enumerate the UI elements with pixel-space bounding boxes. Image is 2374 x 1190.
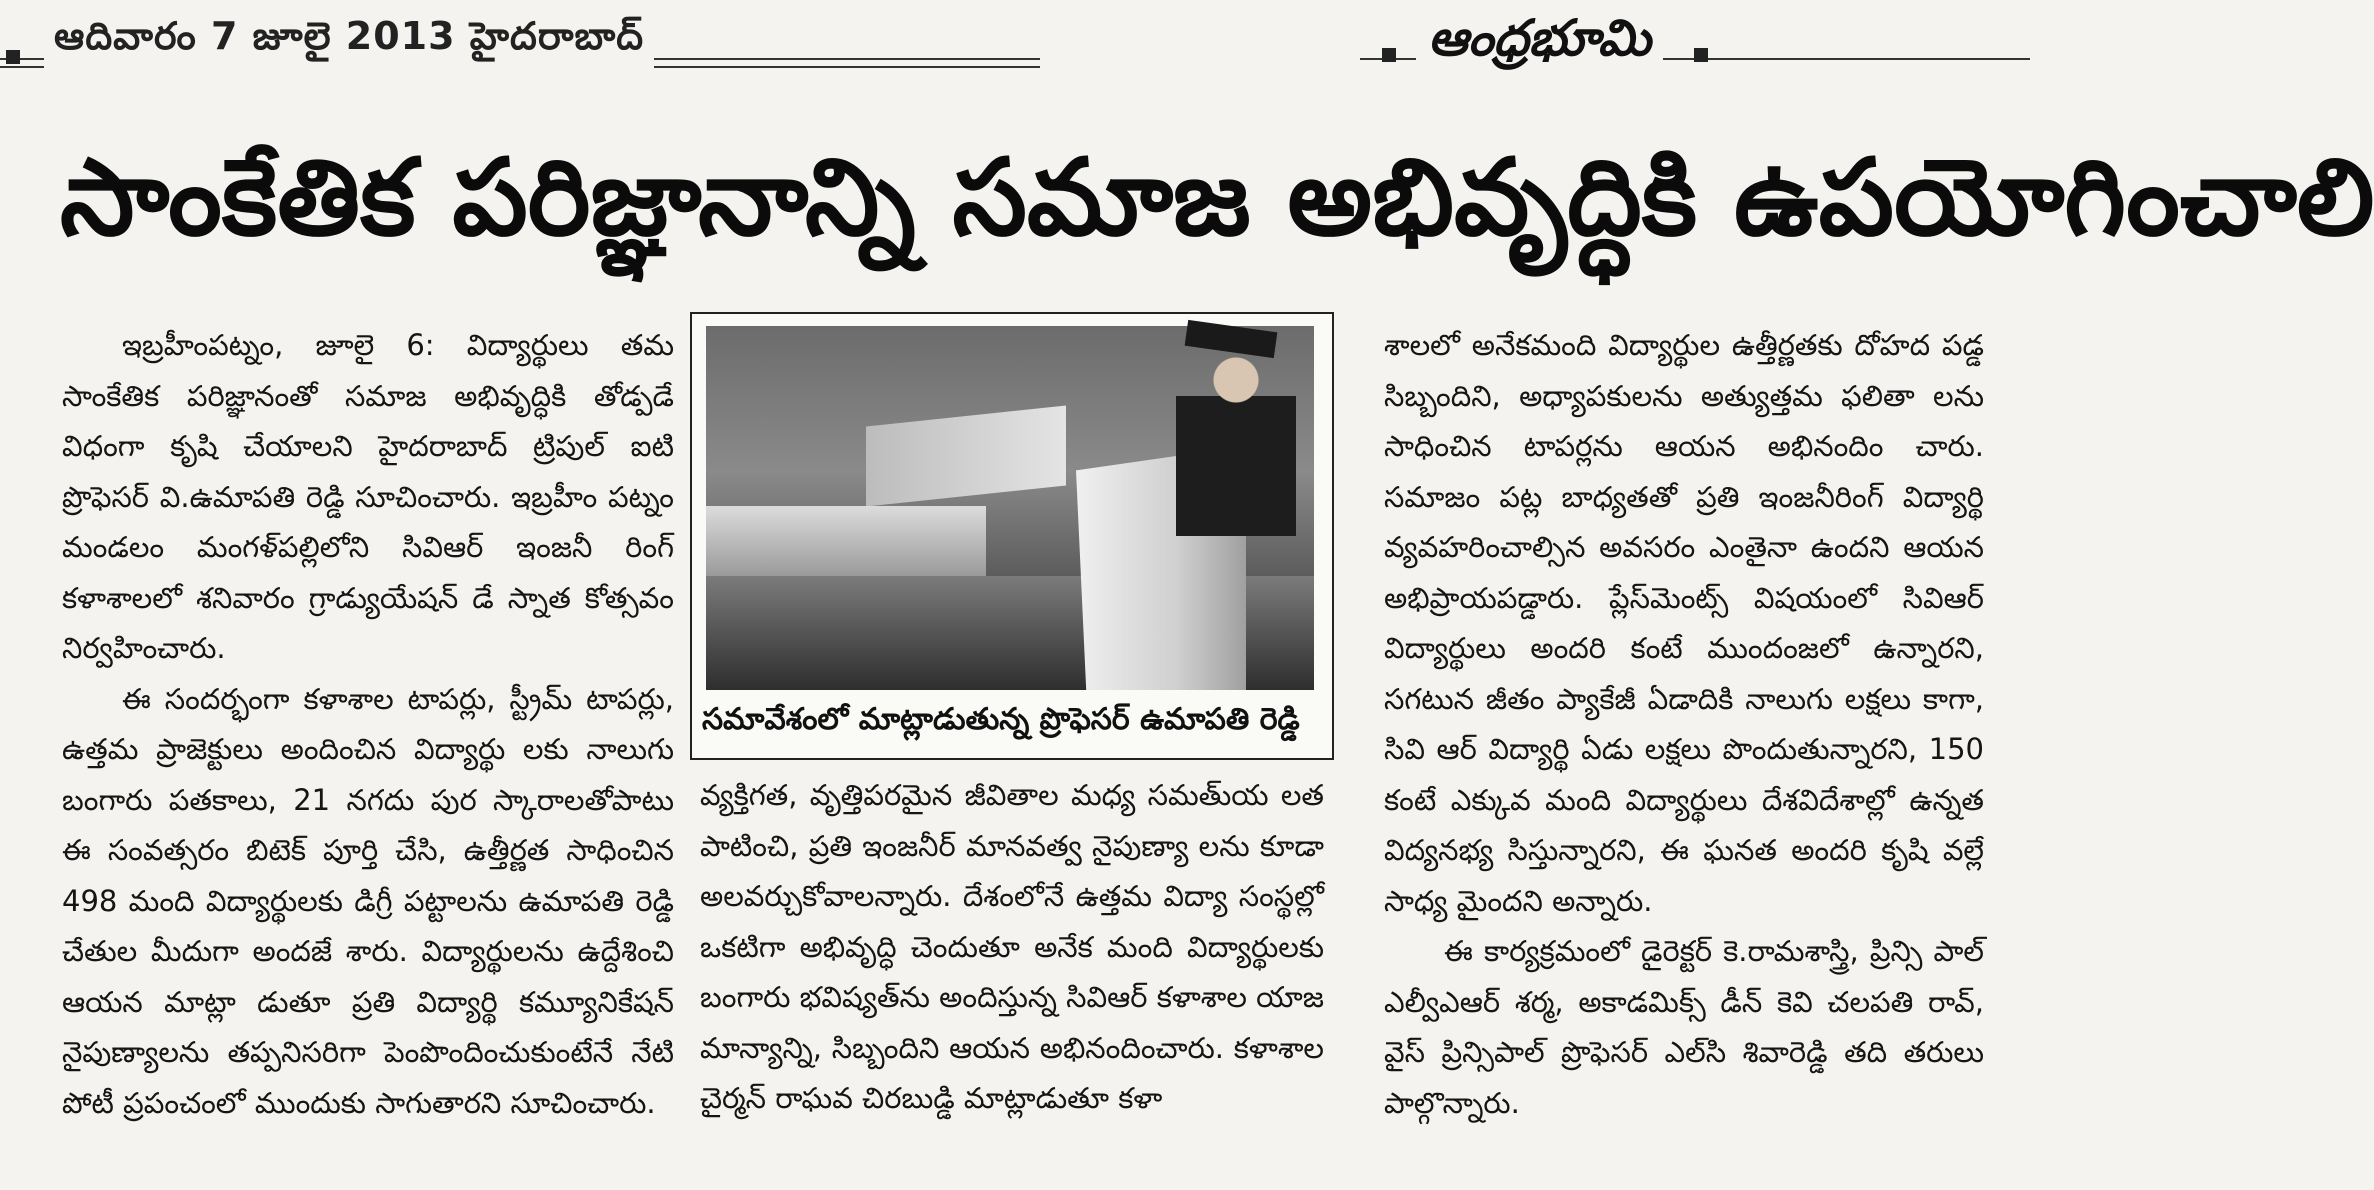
masthead-logo: ఆంధ్రభూమి — [1416, 8, 1663, 80]
photo-frame — [690, 312, 1334, 760]
paragraph: శాలలో అనేకమంది విద్యార్థుల ఉత్తీర్ణతకు దోహద పడ్డ సిబ్బందిని, అధ్యాపకులను అత్యుత్తమ ఫలితా లను సాధించిన టాపర్లను ఆయన అభినందిం చారు. సమాజం పట్ల బాధ్యతతో ప్రతి ఇంజనీరింగ్ విద్యార్థి వ్యవహరించాల్సిన అవసరం ఎంతైనా ఉందని ఆయన అభిప్రాయపడ్డారు. ప్లేస్‌మెంట్స్ విషయంలో సివిఆర్ విద్యార్థులు అందరి కంటే ముందంజలో ఉన్నారని, సగటున జీతం ప్యాకేజీ ఏడాదికి నాలుగు లక్షలు కాగా, సివి ఆర్ విద్యార్థి ఏడు లక్షలు పొందుతున్నారని, 150 కంటే ఎక్కువ మంది విద్యార్థులు దేశవిదేశాల్లో ఉన్నత విద్యనభ్య సిస్తున్నారని, ఈ ఘనత అందరి కృషి వల్లే సాధ్య మైందని అన్నారు. — [1384, 328, 1984, 918]
dateline: ఆదివారం 7 జూలై 2013 హైదరాబాద్ — [44, 14, 654, 68]
paragraph: ఈ సందర్భంగా కళాశాల టాపర్లు, స్ట్రీమ్ టాపర్లు, ఉత్తమ ప్రాజెక్టులు అందించిన విద్యార్థు లకు నాలుగు బంగారు పతకాలు, 21 నగదు పుర స్కారాలతోపాటు ఈ సంవత్సరం బిటెక్ పూర్తి చేసి, ఉత్తీర్ణత సాధించిన 498 మంది విద్యార్థులకు డిగ్రీ పట్టాలను ఉమాపతి రెడ్డి చేతుల మీదుగా అందజే శారు. విద్యార్థులను ఉద్దేశించి ఆయన మాట్లా డుతూ ప్రతి విద్యార్థి కమ్యూనికేషన్ నైపుణ్యాలను తప్పనిసరిగా పెంపొందించుకుంటేనే నేటి పోటీ ప్రపంచంలో ముందుకు సాగుతారని సూచించారు. — [62, 681, 674, 1120]
paragraph: ఇబ్రహీంపట్నం, జూలై 6: విద్యార్థులు తమ సాంకేతిక పరిజ్ఞానంతో సమాజ అభివృద్ధికి తోడ్పడే విధంగా కృషి చేయాలని హైదరాబాద్ ట్రిపుల్ ఐటి ప్రొఫెసర్ వి.ఉమాపతి రెడ్డి సూచించారు. ఇబ్రహీం పట్నం మండలం మంగళ్‌పల్లిలోని సివిఆర్ ఇంజనీ రింగ్ కళాశాలలో శనివారం గ్రాడ్యుయేషన్ డే స్నాత కోత్సవం నిర్వహించారు. — [62, 328, 674, 665]
event-photo — [706, 326, 1314, 690]
article-column-1 — [62, 320, 674, 1128]
headline: సాంకేతిక పరిజ్ఞానాన్ని సమాజ అభివృద్ధికి ఉపయోగించాలి — [60, 136, 2374, 259]
masthead-square-icon — [1382, 48, 1396, 62]
masthead-strip — [1360, 8, 2030, 78]
article-column-2 — [700, 770, 1324, 1124]
dateline-strip — [0, 10, 1040, 80]
article-column-3 — [1384, 320, 1984, 1128]
speaker-figure — [1176, 336, 1296, 536]
header-square-icon — [6, 50, 20, 64]
dais-table — [706, 506, 986, 576]
paragraph: ఈ కార్యక్రమంలో డైరెక్టర్ కె.రామశాస్త్రి, ప్రిన్సి పాల్ ఎల్వీఎఆర్ శర్మ, అకాడమిక్స్ డీన్ కెవి చలపతి రావ్, వైస్ ప్రిన్సిపాల్ ప్రొఫెసర్ ఎల్‌సి శివారెడ్డి తది తరులు పాల్గొన్నారు. — [1384, 934, 1984, 1120]
paragraph: వ్యక్తిగత, వృత్తిపరమైన జీవితాల మధ్య సమతు్య లత పాటించి, ప్రతి ఇంజనీర్ మానవత్వ నైపుణ్యా లను కూడా అలవర్చుకోవాలన్నారు. దేశంలోనే ఉత్తమ విద్యా సంస్థల్లో ఒకటిగా అభివృద్ధి చెందుతూ అనేక మంది విద్యార్థులకు బంగారు భవిష్యత్‌ను అందిస్తున్న సివిఆర్ కళాశాల యాజ మాన్యాన్ని, సిబ్బందిని ఆయన అభినందించారు. కళాశాల చైర్మన్ రాఘవ చిరబుడ్డి మాట్లాడుతూ కళా — [700, 778, 1324, 1115]
masthead-square-icon — [1694, 48, 1708, 62]
photo-caption: సమావేశంలో మాట్లాడుతున్న ప్రొఫెసర్ ఉమాపతి రెడ్డి — [702, 702, 1300, 737]
stage-banner — [866, 405, 1066, 506]
